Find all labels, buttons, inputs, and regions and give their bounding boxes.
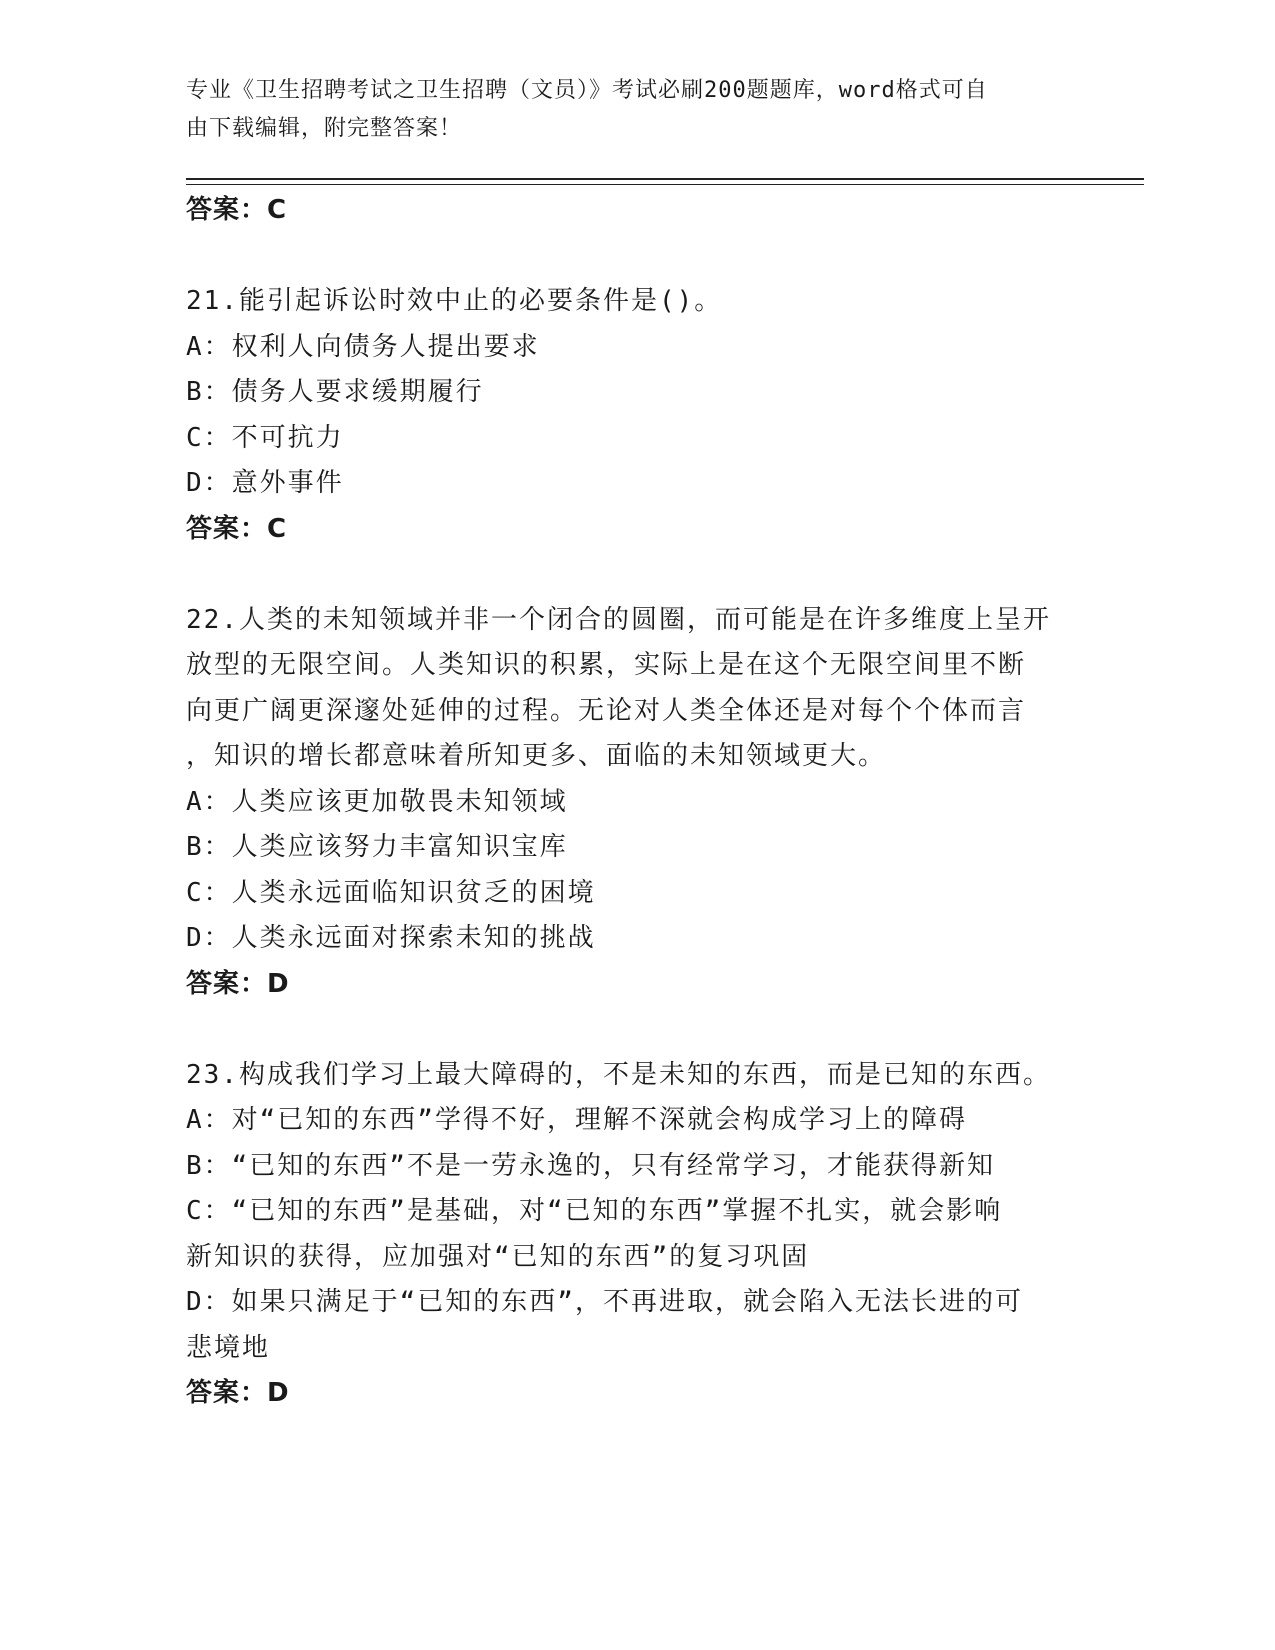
header-line-2: 由下载编辑，附完整答案！ — [186, 116, 463, 141]
header-divider-thick — [186, 178, 1144, 180]
previous-answer: 答案：C — [186, 195, 288, 225]
question-22 — [186, 598, 1066, 1008]
option-b: B：人类应该努力丰富知识宝库 — [186, 832, 568, 862]
answer: 答案：D — [186, 1378, 290, 1408]
answer: 答案：C — [186, 513, 288, 544]
option-d: D：意外事件 — [186, 468, 344, 498]
question-stem: 23.构成我们学习上最大障碍的，不是未知的东西，而是已知的东西。 — [186, 1059, 1051, 1090]
answer: 答案：D — [186, 968, 290, 999]
option-d-line-2: 悲境地 — [186, 1332, 271, 1363]
option-b: B：“已知的东西”不是一劳永逸的，只有经常学习，才能获得新知 — [186, 1150, 995, 1181]
option-a: A：对“已知的东西”学得不好，理解不深就会构成学习上的障碍 — [186, 1105, 967, 1135]
option-c: C：不可抗力 — [186, 422, 344, 453]
question-stem-line-3: 向更广阔更深邃处延伸的过程。无论对人类全体还是对每个个体而言 — [186, 695, 1027, 726]
question-stem: 21.能引起诉讼时效中止的必要条件是()。 — [186, 286, 723, 316]
question-stem-line-1: 22.人类的未知领域并非一个闭合的圆圈，而可能是在许多维度上呈开 — [186, 604, 1051, 635]
option-d: D：人类永远面对探索未知的挑战 — [186, 923, 596, 953]
option-c: C：人类永远面临知识贫乏的困境 — [186, 877, 596, 908]
option-b: B：债务人要求缓期履行 — [186, 377, 484, 407]
question-stem-line-2: 放型的无限空间。人类知识的积累，实际上是在这个无限空间里不断 — [186, 650, 1027, 680]
question-list — [186, 188, 1066, 1417]
option-d-line-1: D：如果只满足于“已知的东西”，不再进取，就会陷入无法长进的可 — [186, 1287, 1023, 1317]
question-21 — [186, 279, 1066, 552]
option-c-line-2: 新知识的获得，应加强对“已知的东西”的复习巩固 — [186, 1241, 810, 1272]
option-a: A：权利人向债务人提出要求 — [186, 331, 540, 362]
document-header — [186, 72, 1066, 148]
header-divider-thin — [186, 184, 1144, 185]
question-stem-line-4: ，知识的增长都意味着所知更多、面临的未知领域更大。 — [186, 741, 887, 771]
option-a: A：人类应该更加敬畏未知领域 — [186, 786, 568, 817]
option-c-line-1: C：“已知的东西”是基础，对“已知的东西”掌握不扎实，就会影响 — [186, 1196, 1003, 1226]
header-line-1: 专业《卫生招聘考试之卫生招聘（文员）》考试必刷200题题库，word格式可自 — [186, 78, 988, 103]
question-23 — [186, 1053, 1066, 1417]
